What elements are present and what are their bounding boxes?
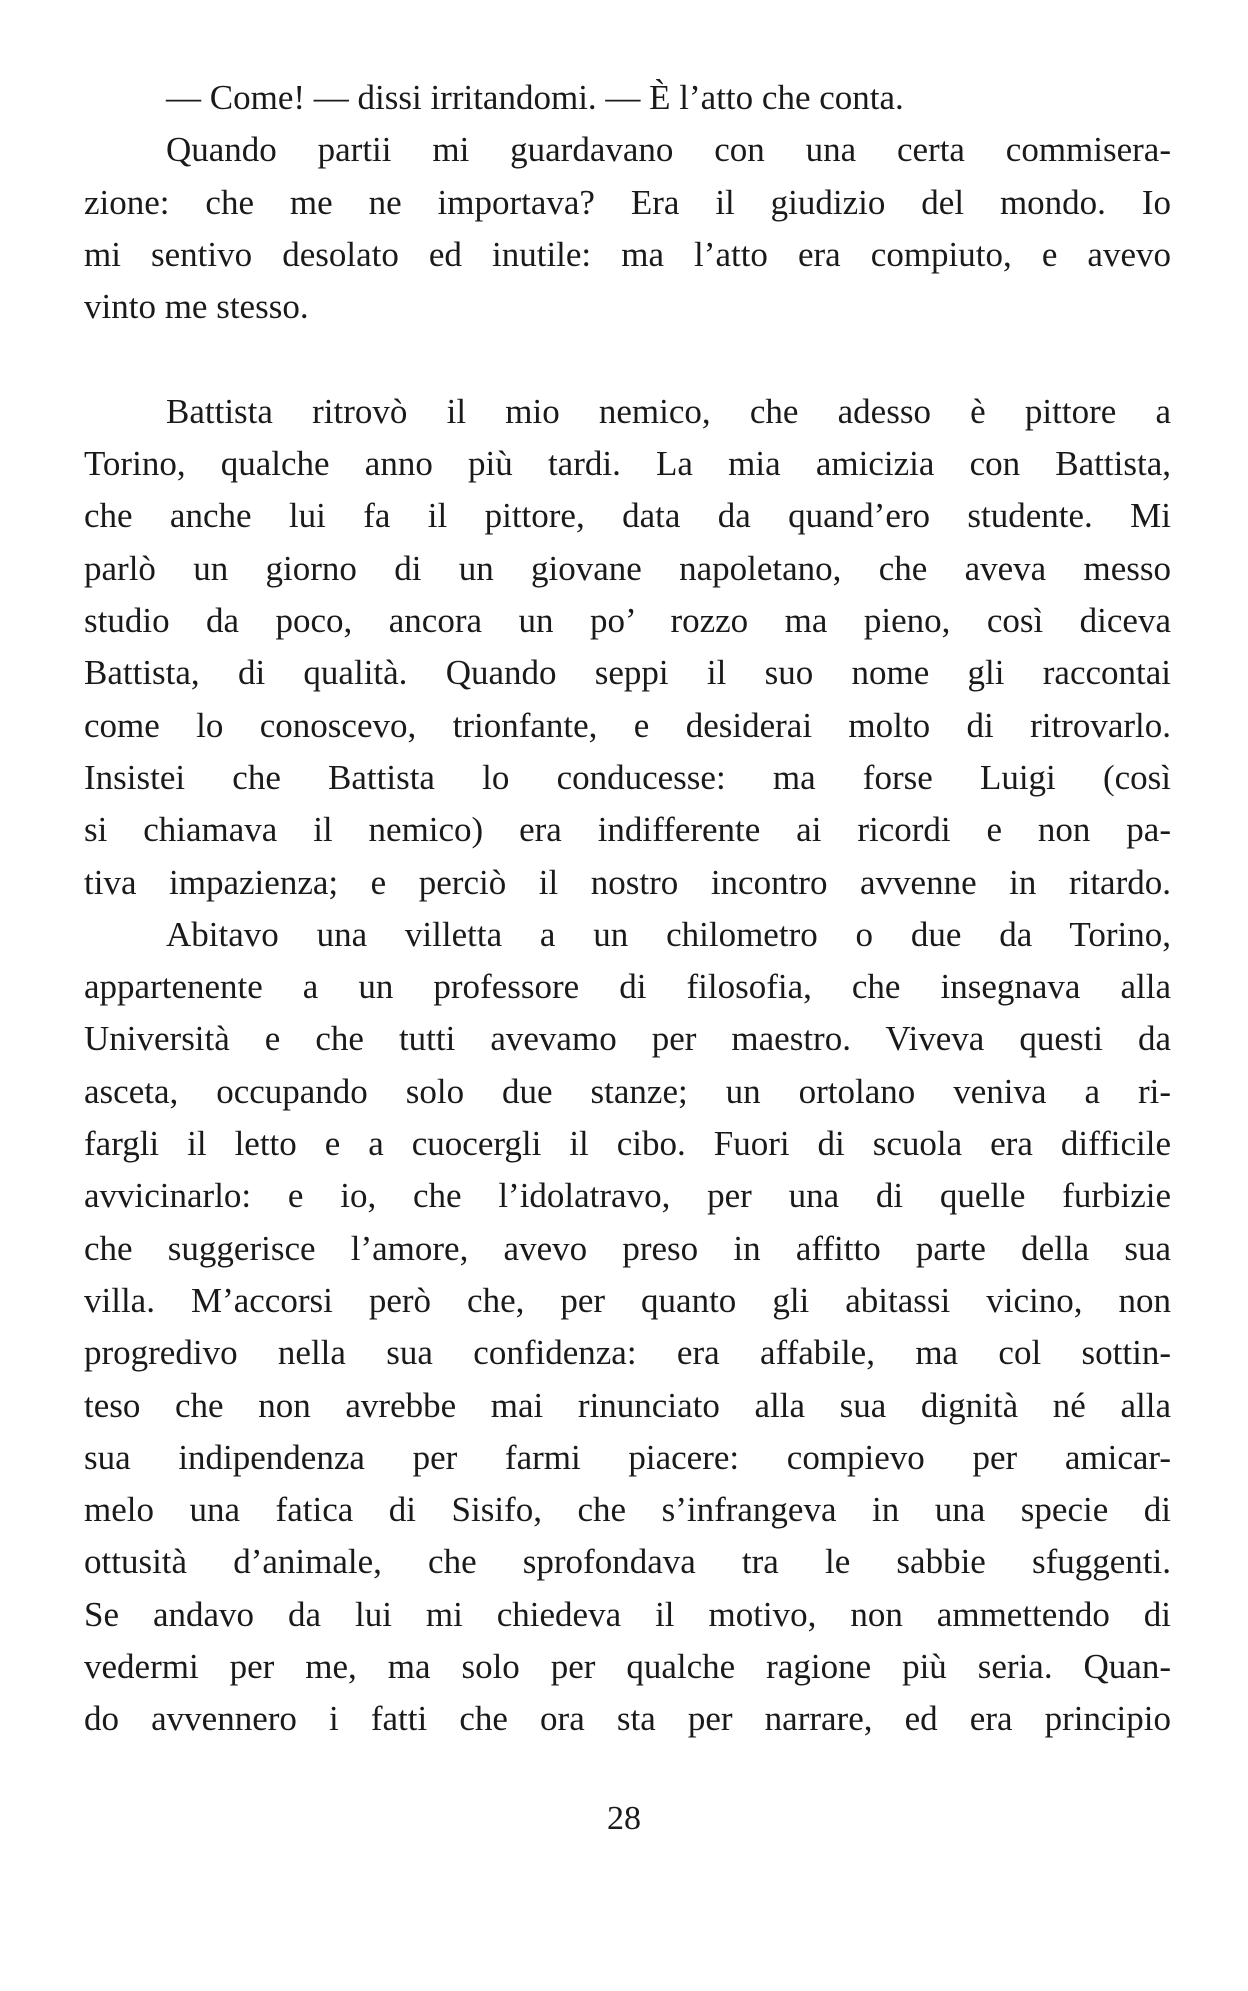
text-line: Abitavo una villetta a un chilometro o due da Torino, [166,914,1171,954]
text-line: — Come! — dissi irritandomi. — È l’atto che conta. [166,78,904,117]
text-line: fargli il letto e a cuocergli il cibo. Fuori di scuola era difficile [84,1124,1171,1163]
text-line: che suggerisce l’amore, avevo preso in affitto parte della sua [84,1228,1171,1268]
text-line: che anche lui fa il pittore, data da quand’ero studente. Mi [84,496,1171,536]
text-line: do avvennero i fatti che ora sta per narrare, ed era principio [84,1699,1171,1739]
text-line: progredivo nella sua confidenza: era affabile, ma col sottin- [84,1333,1171,1373]
text-line: vedermi per me, ma solo per qualche ragione più seria. Quan- [84,1647,1171,1686]
page-number: 28 [607,1800,641,1837]
text-line: avvicinarlo: e io, che l’idolatravo, per una di quelle furbizie [84,1176,1171,1216]
text-line: Università e che tutti avevamo per maestro. Viveva questi da [84,1019,1171,1059]
text-line: ottusità d’animale, che sprofondava tra le sabbie sfuggenti. [84,1542,1171,1582]
text-line: melo una fatica di Sisifo, che s’infrangeva in una specie di [84,1490,1171,1530]
text-line: asceta, occupando solo due stanze; un ortolano veniva a ri- [84,1071,1171,1111]
text-line: Torino, qualche anno più tardi. La mia amicizia con Battista, [84,444,1171,484]
text-line: tiva impazienza; e perciò il nostro incontro avvenne in ritardo. [84,862,1171,902]
text-line: zione: che me ne importava? Era il giudizio del mondo. Io [84,182,1171,222]
text-line: sua indipendenza per farmi piacere: compievo per amicar- [84,1437,1171,1477]
text-line: studio da poco, ancora un po’ rozzo ma pieno, così diceva [84,601,1171,640]
text-line: come lo conoscevo, trionfante, e desiderai molto di ritrovarlo. [84,705,1171,745]
text-line: Se andavo da lui mi chiedeva il motivo, non ammettendo di [84,1594,1171,1634]
text-line: teso che non avrebbe mai rinunciato alla sua dignità né alla [84,1385,1171,1425]
text-line: appartenente a un professore di filosofia, che insegnava alla [84,967,1171,1007]
text-line: mi sentivo desolato ed inutile: ma l’atto era compiuto, e avevo [84,234,1171,274]
text-line: parlò un giorno di un giovane napoletano, che aveva messo [84,548,1171,588]
text-line: Insistei che Battista lo conducesse: ma forse Luigi (così [84,757,1171,797]
text-line: Battista ritrovò il mio nemico, che adesso è pittore a [166,391,1171,431]
text-line: Quando partii mi guardavano con una certa commisera- [166,130,1171,170]
text-line: vinto me stesso. [84,287,309,327]
text-line: si chiamava il nemico) era indifferente ai ricordi e non pa- [84,810,1171,850]
text-line: Battista, di qualità. Quando seppi il suo nome gli raccontai [84,653,1171,693]
text-line: villa. M’accorsi però che, per quanto gli abitassi vicino, non [84,1280,1171,1320]
